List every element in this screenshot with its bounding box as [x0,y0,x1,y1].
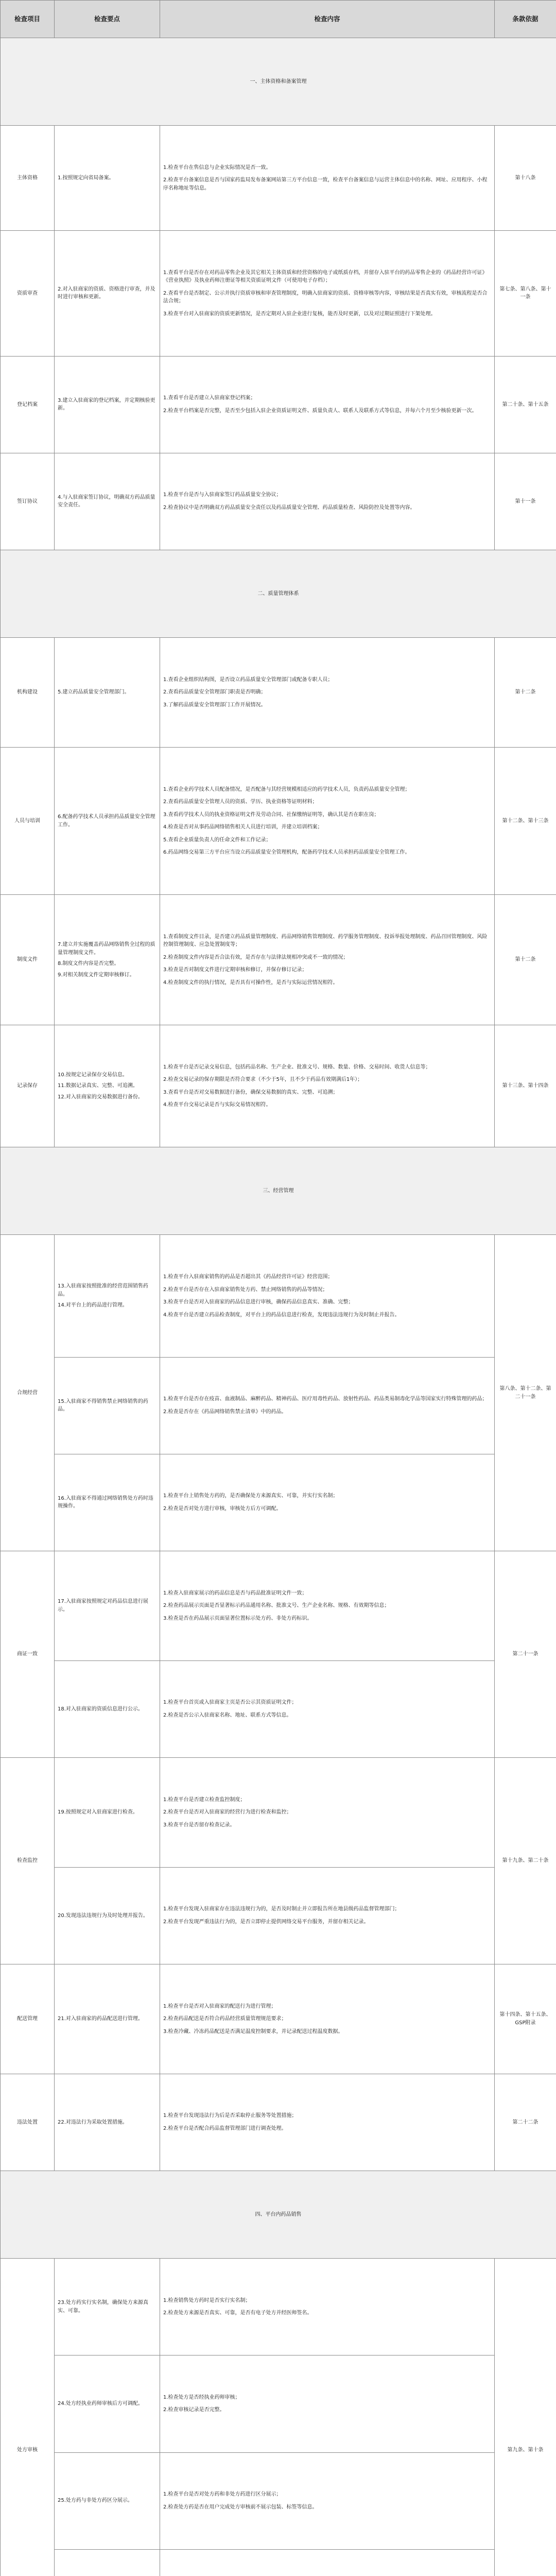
check-item: 违法处置 [1,2074,55,2171]
table-row [1,2452,556,2549]
check-points [55,1025,160,1147]
point-line: 24.处方经执业药师审核后方可调配。 [58,2401,143,2407]
table-row [1,1357,556,1454]
section-heading: 一、主体资格和备案管理 [1,38,556,126]
content-line: 2.检查平台是否配合药品监督管理部门进行调查处理。 [163,2125,287,2131]
check-points [55,748,160,895]
content-line: 1.检查平台是否记录交易信息，包括药品名称、生产企业、批准文号、规格、数量、价格、交易时间、收货人信息等； [163,1064,431,1070]
clause-basis: 第九条、第十条 [495,2259,556,2576]
check-points [55,1454,160,1551]
check-content [160,748,495,895]
point-line: 13.入驻商家按照批准的经营范围销售药品。 [58,1283,148,1297]
content-line: 1.检查平台入驻商家销售的药品是否超出其《药品经营许可证》经营范围； [163,1274,333,1280]
section-row [1,2171,556,2258]
content-line: 1.检查处方是否经执业药师审核； [163,2394,240,2400]
check-content [160,1454,495,1551]
clause-basis: 第十一条 [495,453,556,550]
content-line: 2.检查是否存在《药品网络销售禁止清单》中的药品。 [163,1409,287,1415]
table-row [1,356,556,453]
check-item: 签订协议 [1,453,55,550]
check-content [160,2355,495,2452]
clause-basis: 第十八条 [495,126,556,231]
content-line: 2.检查审核记录是否完整。 [163,2407,225,2413]
point-line: 20.发现违法违规行为及时处理并报告。 [58,1912,148,1919]
check-points [55,638,160,748]
content-line: 3.检查平台对入驻商家的资质更新情况，是否定期对入驻企业进行复核，能否及时更新，以及对过期证照进行下架处理。 [163,311,436,317]
table-row [1,126,556,231]
point-line: 25.处方药与非处方药区分展示。 [58,2498,133,2504]
content-line: 3.检查冷藏、冷冻药品配送是否满足温度控制要求，并记录配送过程温度数据。 [163,2028,343,2035]
point-line: 21.对入驻商家的药品配送进行管理。 [58,2016,143,2022]
content-line: 1.检查平台上销售处方药的，是否确保处方来源真实、可靠，并实行实名制； [163,1493,338,1499]
content-line: 4.检查制度文件的执行情况，是否具有可操作性，是否与实际运营情况相符。 [163,979,338,986]
check-content [160,126,495,231]
content-line: 1.检查平台是否与入驻商家签订药品质量安全协议； [163,492,282,498]
content-line: 4.检查平台是否建立药品检查制度，对平台上的药品信息进行检查，发现违法违规行为及时制止并报告。 [163,1312,400,1318]
check-content [160,2549,495,2576]
point-line: 19.按照规定对入驻商家进行检查。 [58,1809,138,1816]
table-row [1,1235,556,1357]
check-points [55,1551,160,1661]
check-content [160,2452,495,2549]
check-points [55,2355,160,2452]
content-line: 3.检查平台是否留存检查记录。 [163,1822,235,1828]
check-points [55,1758,160,1868]
table-row [1,453,556,550]
content-line: 1.检查平台在售信息与企业实际情况是否一致。 [163,164,271,171]
table-row [1,2355,556,2452]
section-row [1,1147,556,1235]
header-point: 检查要点 [55,1,160,38]
check-points [55,1964,160,2074]
table-row [1,895,556,1025]
point-line: 11.数据记录真实、完整、可追溯。 [58,1083,138,1089]
content-line: 5.查看企业质量负责人的任命文件和工作记录； [163,837,271,843]
content-line: 4.检查是否对从事药品网络销售相关人员进行培训，并建立培训档案； [163,824,323,831]
check-points [55,1235,160,1357]
check-item: 配送管理 [1,1964,55,2074]
table-row [1,1660,556,1757]
check-points [55,2549,160,2576]
header-content: 检查内容 [160,1,495,38]
table-row [1,230,556,356]
clause-basis: 第十九条、第二十条 [495,1758,556,1964]
section-heading: 二、质量管理体系 [1,550,556,638]
check-points [55,2452,160,2549]
clause-basis: 第二十一条 [495,1551,556,1758]
point-line: 2.对入驻商家的资质、资格进行审查，并及时进行审核和更新。 [58,286,155,300]
content-line: 1.查看制度文件目录，是否建立药品质量管理制度、药品网络销售管理制度、药学服务管理制度、投诉举报处理制度、药品召回管理制度、风险控制管理制度、应急处置制度等； [163,934,488,948]
table-row [1,638,556,748]
content-line: 4.检查平台交易记录是否与实际交易情况相符。 [163,1102,271,1108]
content-line: 1.检查平台是否对处方药和非处方药进行区分展示； [163,2492,282,2498]
check-content [160,2259,495,2355]
point-line: 3.建立入驻商家的登记档案，并定期核验更新。 [58,397,155,412]
content-line: 2.检查是否对处方进行审核，审核处方后方可调配。 [163,1505,282,1512]
content-line: 1.检查平台是否建立检查监控制度； [163,1797,246,1803]
check-item: 机构建设 [1,638,55,748]
check-content [160,1235,495,1357]
content-line: 2.检查协议中是否明确双方药品质量安全责任以及药品质量安全管理、药品质量检查、风险防控及处置等内容。 [163,504,415,511]
content-line: 3.检查是否在药品展示页面显著位置标示处方药、非处方药标识。 [163,1615,312,1621]
point-line: 17.入驻商家按照规定对药品信息进行展示。 [58,1599,148,1613]
check-item: 制度文件 [1,895,55,1025]
point-line: 14.对平台上的药品进行管理。 [58,1302,128,1309]
content-line: 2.检查平台备案信息是否与国家药监局发布备案网站第三方平台信息一致，检查平台备案信息与运营主体信息中的名称、网址、应用程序、小程序名称地址等信息。 [163,177,488,191]
check-content [160,453,495,550]
content-line: 2.检查是否公示入驻商家名称、地址、联系方式等信息。 [163,1712,292,1718]
table-row [1,1454,556,1551]
check-item: 人员与培训 [1,748,55,895]
table-row [1,748,556,895]
content-line: 2.检查平台是否对入驻商家的经营行为进行检查和监控； [163,1809,292,1816]
check-item: 检查监控 [1,1758,55,1964]
table-row [1,2259,556,2355]
check-content [160,638,495,748]
check-points [55,2259,160,2355]
clause-basis: 第七条、第八条、第十一条 [495,230,556,356]
check-content [160,356,495,453]
check-item: 处方审核 [1,2259,55,2576]
content-line: 2.检查平台发现严重违法行为的，是否立即停止提供网络交易平台服务，并留存相关记录。 [163,1919,369,1925]
point-line: 10.按规定记录保存交易信息。 [58,1072,128,1078]
content-line: 2.检查处方来源是否真实、可靠，是否有电子处方并经医师签名。 [163,2310,312,2316]
check-content [160,230,495,356]
content-line: 2.检查药品配送是否符合药品经营质量管理规范要求； [163,2016,287,2022]
check-item: 登记档案 [1,356,55,453]
content-line: 3.了解药品质量安全管理部门工作开展情况。 [163,702,266,708]
content-line: 2.查看药品质量安全管理人员的资质、学历、执业资格等证明材料； [163,799,318,805]
check-content [160,1025,495,1147]
header-item: 检查项目 [1,1,55,38]
check-content [160,2074,495,2171]
point-line: 4.与入驻商家签订协议，明确双方药品质量安全责任。 [58,494,155,509]
check-content [160,1660,495,1757]
check-points [55,230,160,356]
content-line: 2.检查药品展示页面是否显著标示药品通用名称、批准文号、生产企业名称、规格、有效期等信息； [163,1603,390,1609]
content-line: 2.查看平台是否制定、公示并执行资质审核和审查管理制度，明确入驻商家的资质、资格审核等内容，审核结果是否真实有效，审核流程是否合法合规； [163,290,488,304]
point-line: 16.入驻商家不得通过网络销售处方药时违规操作。 [58,1495,153,1510]
check-points [55,1660,160,1757]
point-line: 8.制度文件内容是否完整。 [58,961,119,967]
check-item: 主体资格 [1,126,55,231]
content-line: 2.检查处方药是否在用户完成处方审核前不展示包装、标签等信息。 [163,2504,318,2510]
content-line: 3.查看平台是否对交易数据进行备份，确保交易数据的真实、完整、可追溯； [163,1089,338,1095]
header-basis: 条款依据 [495,1,556,38]
check-points [55,2074,160,2171]
content-line: 2.检查交易记录的保存期限是否符合要求（不少于5年，且不少于药品有效期满后1年）； [163,1077,363,1083]
section-heading: 四、平台内药品销售 [1,2171,556,2258]
table-header-row [1,1,556,38]
check-item: 资质审查 [1,230,55,356]
content-line: 1.检查平台发现入驻商家存在违法违规行为的，是否及时制止并立即报告所在地县级药品监督管理部门； [163,1906,400,1912]
section-row [1,38,556,126]
check-item: 记录保存 [1,1025,55,1147]
section-row [1,550,556,638]
clause-basis: 第二十二条 [495,2074,556,2171]
content-line: 1.检查平台首页或入驻商家主页是否公示其资质证明文件； [163,1700,297,1706]
clause-basis: 第十三条、第十四条 [495,1025,556,1147]
content-line: 1.检查平台发现违法行为后是否采取停止服务等处置措施； [163,2113,297,2119]
clause-basis: 第二十条、第十五条 [495,356,556,453]
content-line: 1.查看企业组织结构图，是否设立药品质量安全管理部门或配备专职人员； [163,676,333,683]
content-line: 2.查看药品质量安全管理部门职责是否明确； [163,689,266,696]
check-points [55,895,160,1025]
check-item: 合规经营 [1,1235,55,1551]
content-line: 1.检查入驻商家展示的药品信息是否与药品批准证明文件一致； [163,1590,307,1596]
point-line: 15.入驻商家不得销售禁止网络销售的药品。 [58,1398,148,1413]
check-points [55,1867,160,1964]
table-row [1,1964,556,2074]
check-content [160,1357,495,1454]
point-line: 1.按照规定向省局备案。 [58,175,114,181]
clause-basis: 第十二条 [495,895,556,1025]
point-line: 9.对相关制度文件定期审核修订。 [58,972,135,978]
check-content [160,1964,495,2074]
table-row [1,2074,556,2171]
content-line: 1.检查平台是否对入驻商家的配送行为进行管理； [163,2003,276,2009]
clause-basis: 第十二条 [495,638,556,748]
point-line: 5.建立药品质量安全管理部门。 [58,689,130,696]
clause-basis: 第十四条、第十五条、GSP附录 [495,1964,556,2074]
content-line: 1.检查销售处方药时是否实行实名制； [163,2297,251,2303]
check-points [55,126,160,231]
check-points [55,1357,160,1454]
content-line: 1.查看平台是否建立入驻商家登记档案； [163,395,256,401]
check-content [160,1867,495,1964]
check-content [160,1758,495,1868]
content-line: 2.检查平台是否存在入驻商家销售处方药、禁止网络销售的药品等情况； [163,1286,328,1293]
table-row [1,1867,556,1964]
content-line: 2.检查平台档案是否完整，是否至少包括入驻企业资质证明文件、质量负责人、联系人及联系方式等信息，并每六个月至少核验更新一次。 [163,408,477,414]
table-body [1,38,556,2576]
check-content [160,1551,495,1661]
point-line: 6.配备药学技术人员承担药品质量安全管理工作。 [58,814,155,828]
content-line: 1.查看企业药学技术人员配备情况，是否配备与其经营规模相适应的药学技术人员，负责药品质量安全管理； [163,786,410,792]
point-line: 22.对违法行为采取处置措施。 [58,2119,128,2125]
section-heading: 三、经营管理 [1,1147,556,1235]
check-points [55,453,160,550]
content-line: 2.检查制度文件内容是否合法有效，是否存在与法律法规相冲突或不一致的情况； [163,954,349,960]
content-line: 6.药品网络交易第三方平台应当设立药品质量安全管理机构，配备药学技术人员承担药品质量安全管理工作。 [163,850,410,856]
point-line: 23.处方药实行实名制，确保处方来源真实、可靠。 [58,2300,148,2314]
content-line: 3.查看药学技术人员的执业资格证明文件及劳动合同、社保缴纳证明等，确认其是否在职在岗； [163,811,379,818]
point-line: 7.建立并实施覆盖药品网络销售全过程的质量管理制度文件。 [58,942,155,956]
table-row [1,1025,556,1147]
check-content [160,895,495,1025]
check-item: 商证一致 [1,1551,55,1758]
point-line: 18.对入驻商家的资质信息进行公示。 [58,1706,143,1712]
clause-basis: 第八条、第十二条、第二十一条 [495,1235,556,1551]
check-points [55,356,160,453]
content-line: 1.检查平台是否存在疫苗、血液制品、麻醉药品、精神药品、医疗用毒性药品、放射性药品、药品类易制毒化学品等国家实行特殊管理的药品； [163,1396,488,1402]
table-row [1,1758,556,1868]
content-line: 3.检查是否对制度文件进行定期审核和修订，并保存修订记录； [163,967,307,973]
content-line: 3.检查平台是否对入驻商家的药品信息进行审核，确保药品信息真实、准确、完整； [163,1299,354,1306]
table-row [1,1551,556,1661]
clause-basis: 第十二条、第十三条 [495,748,556,895]
content-line: 1.查看平台是否存在对药品零售企业及其它相关主体资质和经营资格的电子或纸质存档，并留存入驻平台的药品零售企业的《药品经营许可证》《营业执照》及执业药师注册证等相关资质证明文件（可使用电子存档）； [163,269,488,284]
table-row [1,2549,556,2576]
point-line: 12.对入驻商家的交易数据进行备份。 [58,1094,143,1100]
